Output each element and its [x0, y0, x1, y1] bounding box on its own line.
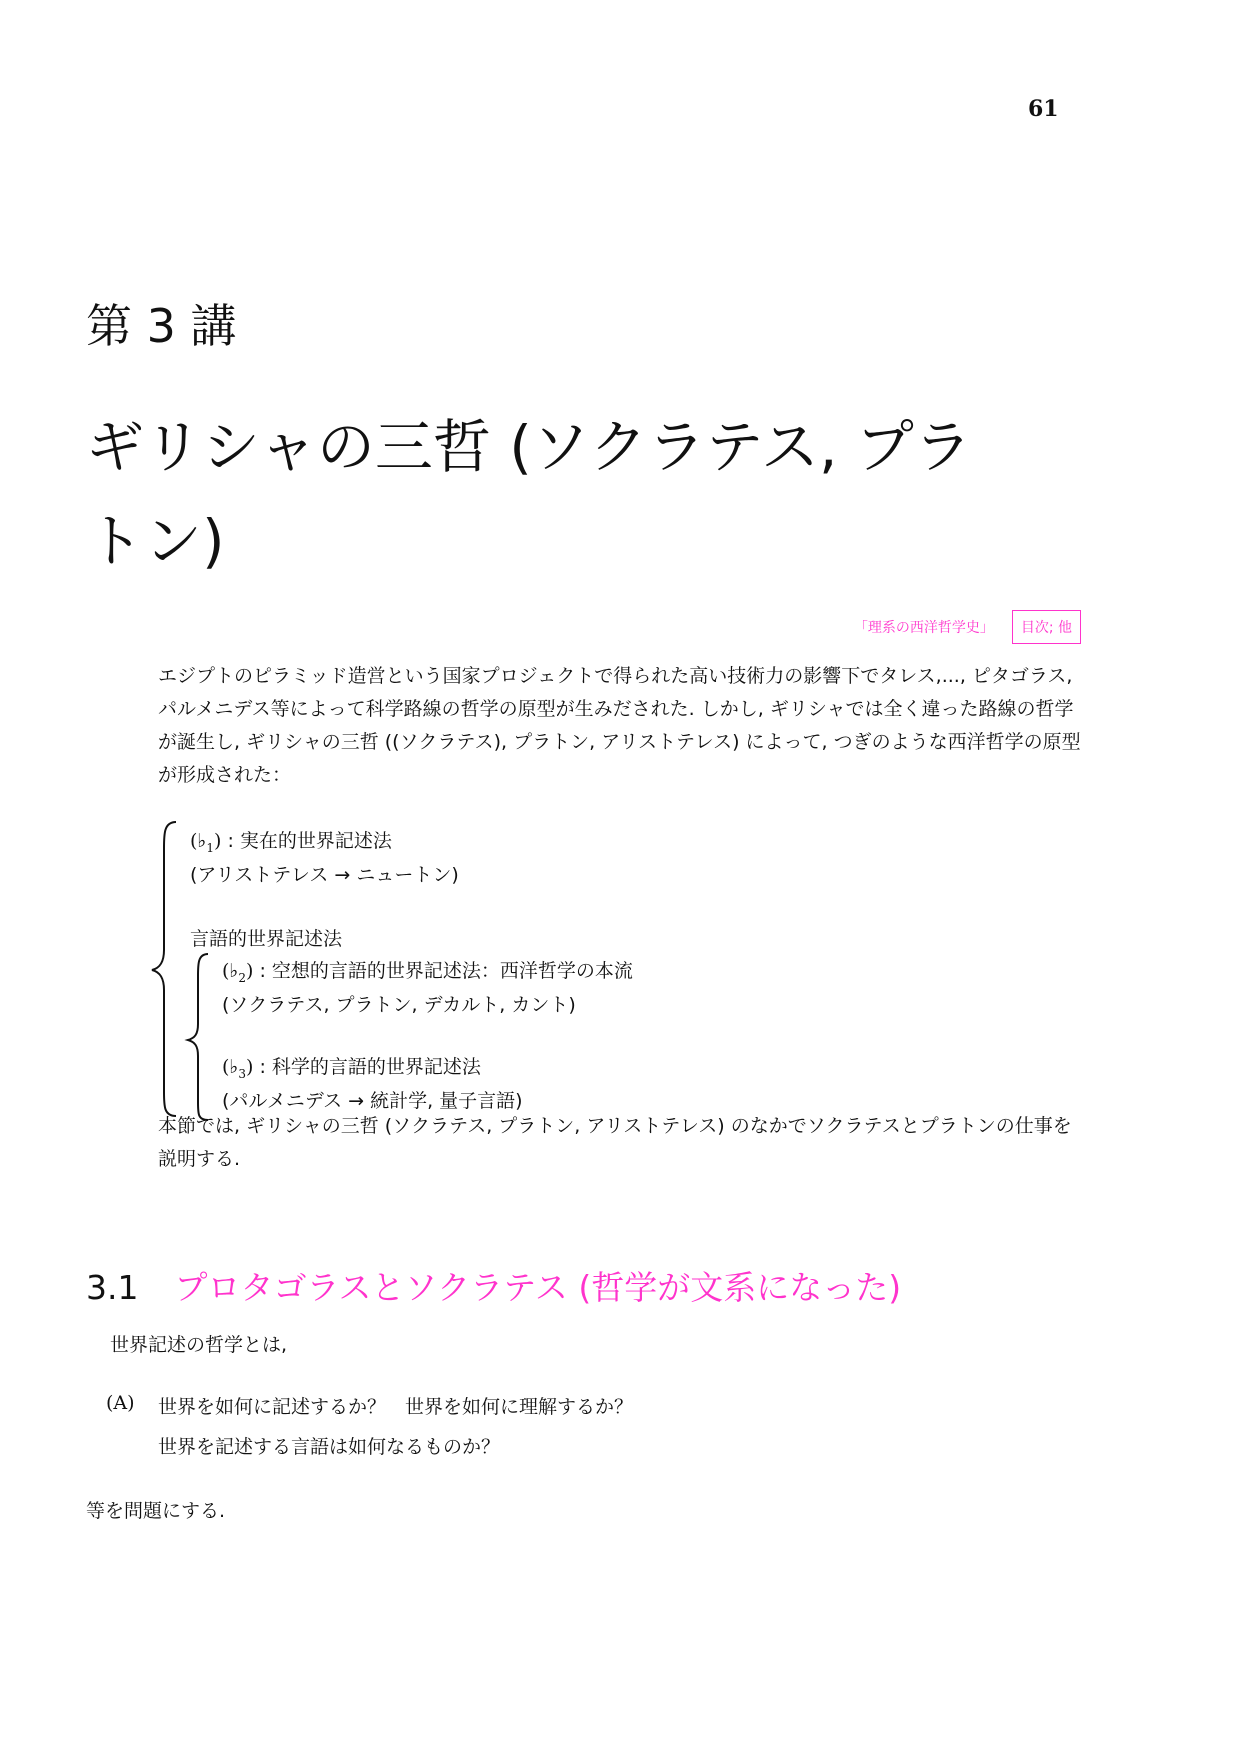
section-heading [86, 1262, 901, 1309]
after-paragraph: 本節では, ギリシャの三哲 (ソクラテス, プラトン, アリストテレス) のなかでソクラテスとプラトンの仕事を説明する. [158, 1115, 1072, 1170]
chapter-label: 第 3 講 [86, 299, 237, 353]
book-link[interactable]: 「理系の西洋哲学史」 [853, 620, 994, 636]
b3-line: $(♭_3)$ : 科学的言語的世界記述法 [222, 1056, 481, 1081]
question-label: (A) [106, 1392, 135, 1414]
b1-examples: (アリストテレス → ニュートン) [190, 864, 459, 886]
intro-paragraph: エジプトのピラミッド造営という国家プロジェクトで得られた高い技術力の影響下でタレス,..., ピタゴラス, パルメニデス等によって科学路線の哲学の原型が生みだされた. しかし, ギリシャでは全く違った路線の哲学が誕生し, ギリシャの三哲 ((ソクラテス), プラトン, アリストテレス) によって, つぎのような西洋哲学の原型が形成された： [158, 665, 1081, 786]
page-number: 61 [1028, 96, 1059, 122]
inner-brace [188, 954, 208, 1120]
closing-text: 等を問題にする. [86, 1500, 226, 1522]
question-line-2: 世界を記述する言語は如何なるものか？ [158, 1436, 501, 1458]
section-number: 3.1 [86, 1268, 139, 1307]
section-intro: 世界記述の哲学とは, [110, 1334, 288, 1356]
section-title: プロタゴラスとソクラテス (哲学が文系になった) [174, 1268, 902, 1307]
question-line-1: 世界を如何に記述するか？ 世界を如何に理解するか？ [158, 1396, 634, 1418]
b1-line: $(♭_1)$ : 実在的世界記述法 [190, 830, 392, 855]
b2-examples: (ソクラテス, プラトン, デカルト, カント) [222, 994, 576, 1016]
chapter-title: ギリシャの三哲 (ソクラテス, プラトン) [86, 413, 972, 575]
toc-link[interactable]: 目次; 他 [1012, 610, 1081, 644]
b3-examples: (パルメニデス → 統計学, 量子言語) [222, 1090, 523, 1112]
b2-line: $(♭_2)$ : 空想的言語的世界記述法：西洋哲学の本流 [222, 960, 633, 985]
outer-brace [152, 822, 176, 1116]
linguistic-heading: 言語的世界記述法 [190, 928, 343, 950]
